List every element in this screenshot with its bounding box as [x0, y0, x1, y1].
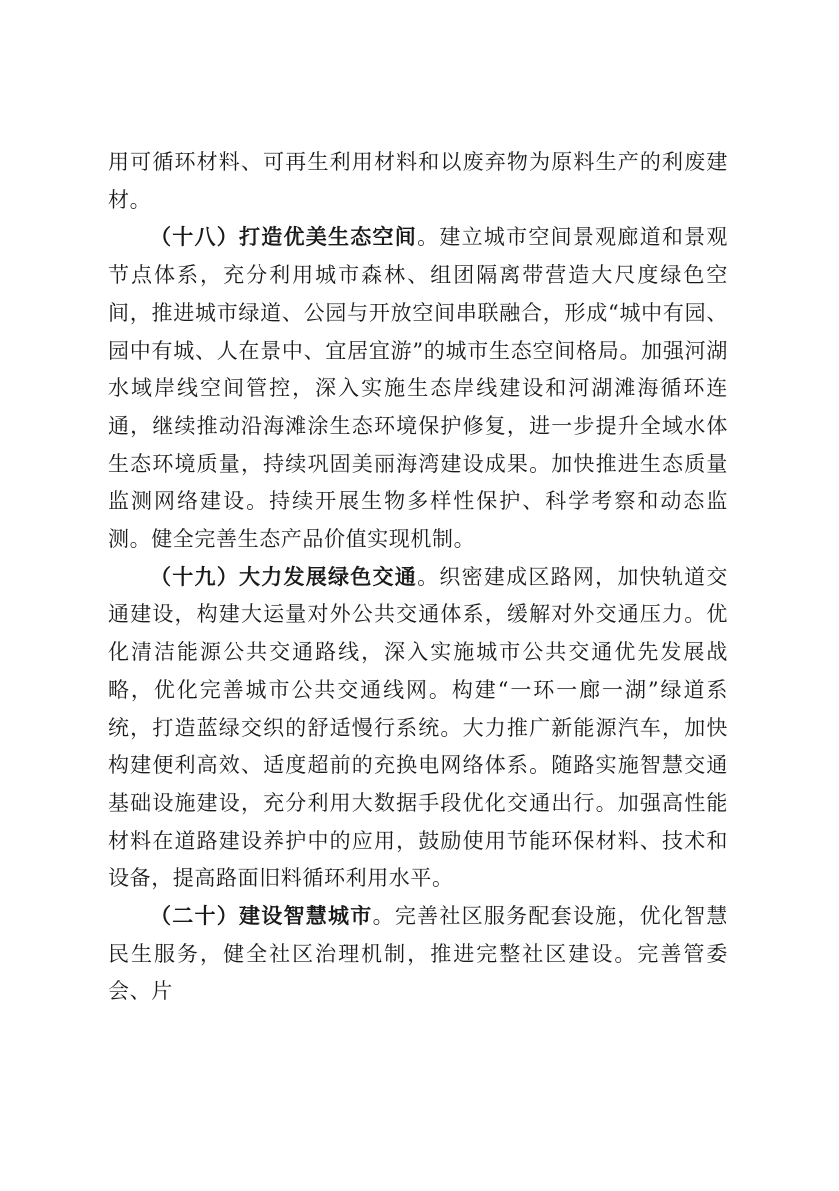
section-heading: （十九）大力发展绿色交通	[150, 564, 418, 589]
document-page	[108, 144, 728, 1011]
paragraph-body: 用可循环材料、可再生利用材料和以废弃物为原料生产的利废建材。	[108, 150, 728, 212]
paragraph-body: 。建立城市空间景观廊道和景观节点体系，充分利用城市森林、组团隔离带营造大尺度绿色空间，推进城市绿道、公园与开放空间串联融合，形成“城中有园、园中有城、人在景中、宜居宜游”的城市生态空间格局。加强河湖水域岸线空间管控，深入实施生态岸线建设和河湖滩海循环连通，继续推动沿海滩涂生态环境保护修复，进一步提升全域水体生态环境质量，持续巩固美丽海湾建设成果。加快推进生态质量监测网络建设。持续开展生物多样性保护、科学考察和动态监测。健全完善生态产品价值实现机制。	[108, 225, 728, 552]
paragraph-body: 。完善社区服务配套设施，优化智慧民生服务，健全社区治理机制，推进完整社区建设。完善管委会、片	[108, 904, 728, 1004]
paragraph-continuation	[108, 144, 728, 219]
paragraph-body: 。织密建成区路网，加快轨道交通建设，构建大运量对外公共交通体系，缓解对外交通压力。优化清洁能源公共交通路线，深入实施城市公共交通优先发展战略，优化完善城市公共交通线网。构建“一环一廊一湖”绿道系统，打造蓝绿交织的舒适慢行系统。大力推广新能源汽车，加快构建便利高效、适度超前的充换电网络体系。随路实施智慧交通基础设施建设，充分利用大数据手段优化交通出行。加强高性能材料在道路建设养护中的应用，鼓励使用节能环保材料、技术和设备，提高路面旧料循环利用水平。	[108, 564, 728, 891]
paragraph-green-transport	[108, 559, 728, 898]
paragraph-ecological-space	[108, 219, 728, 558]
section-heading: （十八）打造优美生态空间	[150, 225, 418, 250]
section-heading: （二十）建设智慧城市	[150, 904, 373, 929]
paragraph-smart-city	[108, 898, 728, 1011]
